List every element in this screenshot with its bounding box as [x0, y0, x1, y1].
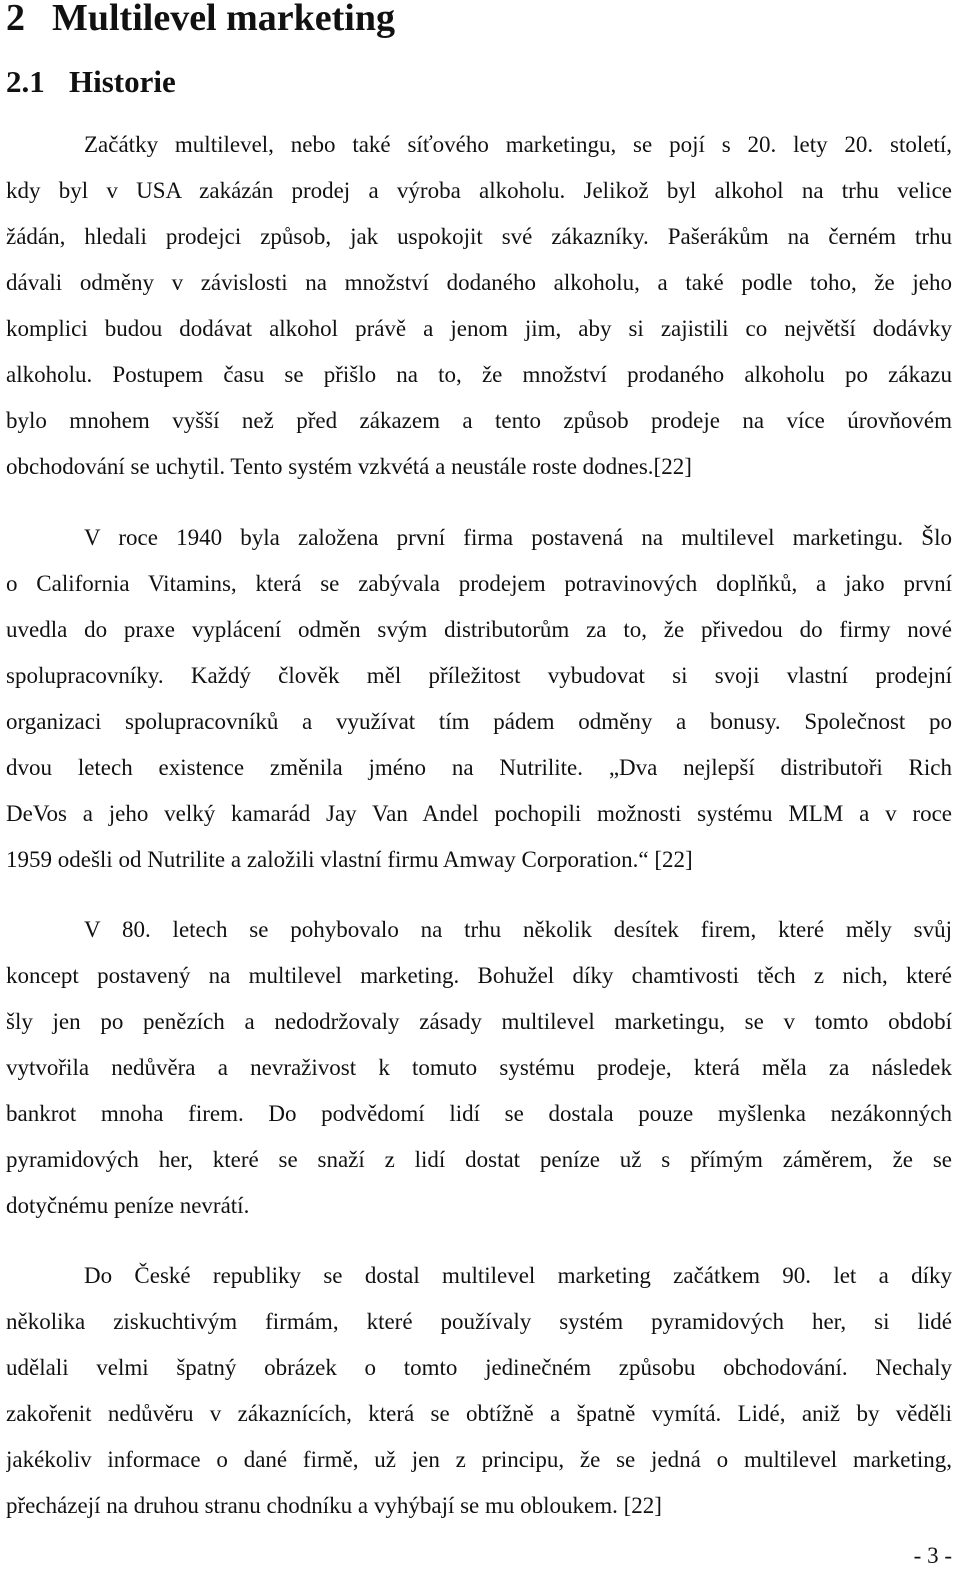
paragraph-line: spolupracovníky. Každý člověk měl příležitost vybudovat si svoji vlastní prodejní	[6, 663, 952, 688]
paragraph-line: šly jen po penězích a nedodržovaly zásady multilevel marketingu, se v tomto období	[6, 1009, 952, 1034]
paragraph-4	[6, 1253, 952, 1529]
paragraph-line: dávali odměny v závislosti na množství dodaného alkoholu, a také podle toho, že jeho	[6, 270, 952, 295]
paragraph-line: žádán, hledali prodejci způsob, jak uspokojit své zákazníky. Pašerákům na černém trhu	[6, 224, 952, 249]
paragraph-line: bankrot mnoha firem. Do podvědomí lidí se dostala pouze myšlenka nezákonných	[6, 1101, 952, 1126]
paragraph-line: alkoholu. Postupem času se přišlo na to, že množství prodaného alkoholu po zákazu	[6, 362, 952, 387]
paragraph-line: udělali velmi špatný obrázek o tomto jedinečném způsobu obchodování. Nechaly	[6, 1355, 952, 1380]
paragraph-2	[6, 515, 952, 883]
paragraph-line: přecházejí na druhou stranu chodníku a vyhýbají se mu obloukem. [22]	[6, 1493, 662, 1518]
paragraph-line: dvou letech existence změnila jméno na Nutrilite. „Dva nejlepší distributoři Rich	[6, 755, 952, 780]
paragraph-line: pyramidových her, které se snaží z lidí dostat peníze už s přímým záměrem, že se	[6, 1147, 952, 1172]
paragraph-line: vytvořila nedůvěra a nevraživost k tomuto systému prodeje, která měla za následek	[6, 1055, 952, 1080]
section-heading	[6, 62, 176, 102]
paragraph-line: koncept postavený na multilevel marketing. Bohužel díky chamtivosti těch z nich, které	[6, 963, 952, 988]
paragraph-line: obchodování se uchytil. Tento systém vzkvétá a neustále roste dodnes.[22]	[6, 454, 692, 479]
paragraph-line: dotyčnému peníze nevrátí.	[6, 1193, 250, 1218]
paragraph-line: V 80. letech se pohybovalo na trhu několik desítek firem, které měly svůj	[84, 917, 952, 942]
paragraph-1	[6, 122, 952, 490]
chapter-number: 2	[6, 0, 25, 39]
paragraph-line: bylo mnohem vyšší než před zákazem a tento způsob prodeje na více úrovňovém	[6, 408, 952, 433]
paragraph-line: Začátky multilevel, nebo také síťového marketingu, se pojí s 20. lety 20. století,	[84, 132, 952, 157]
paragraph-line: 1959 odešli od Nutrilite a založili vlastní firmu Amway Corporation.“ [22]	[6, 847, 693, 872]
paragraph-line: uvedla do praxe vyplácení odměn svým distributorům za to, že přivedou do firmy nové	[6, 617, 952, 642]
chapter-heading	[6, 0, 395, 42]
paragraph-3	[6, 907, 952, 1229]
section-number: 2.1	[6, 64, 45, 99]
section-title: Historie	[69, 64, 176, 99]
paragraph-line: kdy byl v USA zakázán prodej a výroba alkoholu. Jelikož byl alkohol na trhu velice	[6, 178, 952, 203]
paragraph-line: zakořenit nedůvěru v zákaznících, která se obtížně a špatně vymítá. Lidé, aniž by věděli	[6, 1401, 952, 1426]
page-number: - 3 -	[913, 1543, 952, 1568]
paragraph-line: komplici budou dodávat alkohol právě a jenom jim, aby si zajistili co největší dodávky	[6, 316, 952, 341]
paragraph-line: o California Vitamins, která se zabývala prodejem potravinových doplňků, a jako první	[6, 571, 952, 596]
paragraph-line: několika ziskuchtivým firmám, které používaly systém pyramidových her, si lidé	[6, 1309, 952, 1334]
paragraph-line: V roce 1940 byla založena první firma postavená na multilevel marketingu. Šlo	[84, 525, 952, 550]
paragraph-line: organizaci spolupracovníků a využívat tím pádem odměny a bonusy. Společnost po	[6, 709, 952, 734]
paragraph-line: DeVos a jeho velký kamarád Jay Van Andel pochopili možnosti systému MLM a v roce	[6, 801, 952, 826]
paragraph-line: Do České republiky se dostal multilevel marketing začátkem 90. let a díky	[84, 1263, 952, 1288]
paragraph-line: jakékoliv informace o dané firmě, už jen z principu, že se jedná o multilevel marketing,	[6, 1447, 952, 1472]
chapter-title: Multilevel marketing	[52, 0, 395, 39]
